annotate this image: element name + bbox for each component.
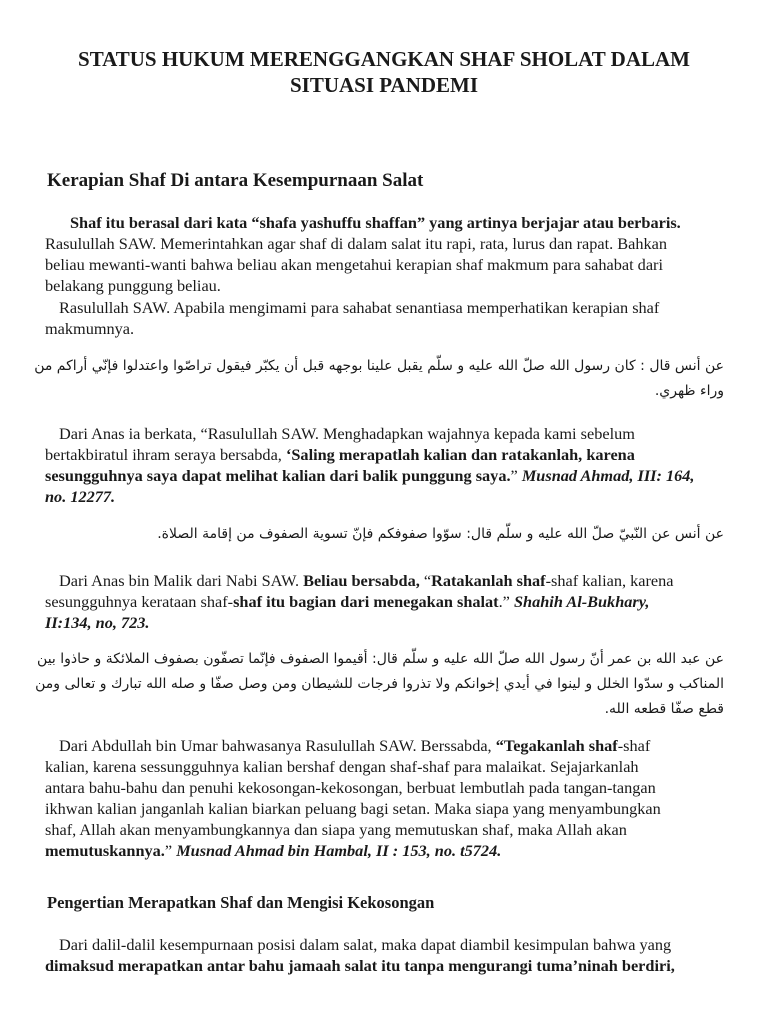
title-line-2: SITUASI PANDEMI — [289, 73, 479, 97]
arabic-line: عن أنس قال : كان رسول الله صلّ الله عليه و سلّم يقبل علينا بوجهه قبل أن يكبّر فيقول تراصّوا واعتدلوا فإنّي أراكم من — [34, 358, 724, 374]
text-bold: shaf itu bagian dari menegakan shalat — [233, 592, 499, 611]
text-normal: “ — [423, 571, 432, 590]
arabic-line: عن عبد الله بن عمر أنّ رسول الله صلّ الله عليه و سلّم قال: أقيموا الصفوف فإنّما تصفّون بصفوف الملائكة و حاذوا بين — [37, 651, 724, 667]
text-line: Dari Anas ia berkata, “Rasulullah SAW. Menghadapkan wajahnya kepada kami sebelum — [59, 424, 635, 443]
arabic-hadith-anas-1 — [34, 354, 724, 404]
text-line: belakang punggung beliau. — [45, 276, 221, 295]
section-heading-pengertian: Pengertian Merapatkan Shaf dan Mengisi Kekosongan — [47, 893, 435, 912]
text-bold: sesungguhnya saya dapat melihat kalian dari balik punggung saya. — [45, 466, 511, 485]
hadith-reference: Shahih Al-Bukhary, — [513, 592, 650, 611]
text-bold: “Tegakanlah shaf — [495, 736, 618, 755]
text-bold: Ratakanlah shaf — [431, 571, 546, 590]
arabic-line: عن أنس عن النّبيّ صلّ الله عليه و سلّم قال: سوّوا صفوفكم فإنّ تسوية الصفوف من إقامة الصلاة. — [157, 526, 724, 542]
text-bold: dimaksud merapatkan antar bahu jamaah salat itu tanpa mengurangi tuma’ninah berdiri, — [45, 956, 675, 975]
text-normal: Dari Anas bin Malik dari Nabi SAW. — [59, 571, 304, 590]
hadith-reference: Musnad Ahmad, III: 164, — [521, 466, 695, 485]
arabic-line: قطع صفّا قطعه الله. — [604, 701, 724, 717]
text-line: Rasulullah SAW. Apabila mengimami para sahabat senantiasa memperhatikan kerapian shaf — [59, 298, 660, 317]
text-line: ikhwan kalian janganlah kalian biarkan peluang bagi setan. Maka siapa yang menyambungkan — [45, 799, 661, 818]
text-bold: Beliau bersabda, — [303, 571, 424, 590]
hadith-reference: II:134, no, 723. — [45, 613, 150, 632]
paragraph-pengertian — [45, 934, 735, 976]
text-bold: memutuskannya. — [45, 841, 165, 860]
paragraph-anas-translation — [45, 423, 735, 507]
arabic-line: المناكب و سدّوا الخلل و لينوا في أيدي إخوانكم ولا تذروا فرجات للشيطان ومن وصل صفّا و صله الله تبارك و تعالى ومن — [35, 676, 724, 692]
text-bold: ‘Saling merapatlah kalian dan ratakanlah, karena — [285, 445, 635, 464]
paragraph-abdullah-bin-umar — [45, 735, 735, 861]
text-line: shaf, Allah akan menyambungkannya dan siapa yang memutuskan shaf, maka Allah akan — [45, 820, 627, 839]
text-normal: ” — [164, 841, 177, 860]
paragraph-rasulullah-imam — [45, 297, 735, 339]
text-normal: ” — [510, 466, 522, 485]
paragraph-shaf-definition — [45, 212, 735, 296]
document-title — [40, 46, 728, 98]
text-normal: -shaf kalian, karena — [545, 571, 674, 590]
arabic-line: وراء ظهري. — [654, 383, 724, 399]
text-normal: sesungguhnya kerataan shaf- — [45, 592, 234, 611]
title-line-1: STATUS HUKUM MERENGGANGKAN SHAF SHOLAT DALAM — [78, 47, 690, 71]
arabic-hadith-anas-2 — [45, 522, 724, 547]
text-line: Rasulullah SAW. Memerintahkan agar shaf di dalam salat itu rapi, rata, lurus dan rapat. Bahkan — [45, 234, 668, 253]
section-heading-kerapian-shaf: Kerapian Shaf Di antara Kesempurnaan Salat — [47, 170, 424, 191]
text-line: Dari dalil-dalil kesempurnaan posisi dalam salat, maka dapat diambil kesimpulan bahwa yang — [59, 935, 672, 954]
text-normal: .” — [498, 592, 514, 611]
text-normal: bertakbiratul ihram seraya bersabda, — [45, 445, 286, 464]
text-normal: Dari Abdullah bin Umar bahwasanya Rasulullah SAW. Berssabda, — [59, 736, 496, 755]
hadith-reference: no. 12277. — [45, 487, 116, 506]
text-line: antara bahu-bahu dan penuhi kekosongan-kekosongan, berbuat lembutlah pada tangan-tangan — [45, 778, 656, 797]
text-line: makmumnya. — [45, 319, 135, 338]
text-line: kalian, karena sessungguhnya kalian bershaf dengan shaf-shaf para malaikat. Sejajarkanlah — [45, 757, 639, 776]
arabic-hadith-ibn-umar — [35, 647, 724, 722]
hadith-reference: Musnad Ahmad bin Hambal, II : 153, no. t5724. — [176, 841, 502, 860]
text-bold: Shaf itu berasal dari kata “shafa yashuffu shaffan” yang artinya berjajar atau berbaris. — [70, 213, 681, 232]
text-line: beliau mewanti-wanti bahwa beliau akan mengetahui kerapian shaf makmum para sahabat dari — [45, 255, 663, 274]
paragraph-anas-bin-malik — [45, 570, 735, 633]
text-normal: -shaf — [617, 736, 651, 755]
